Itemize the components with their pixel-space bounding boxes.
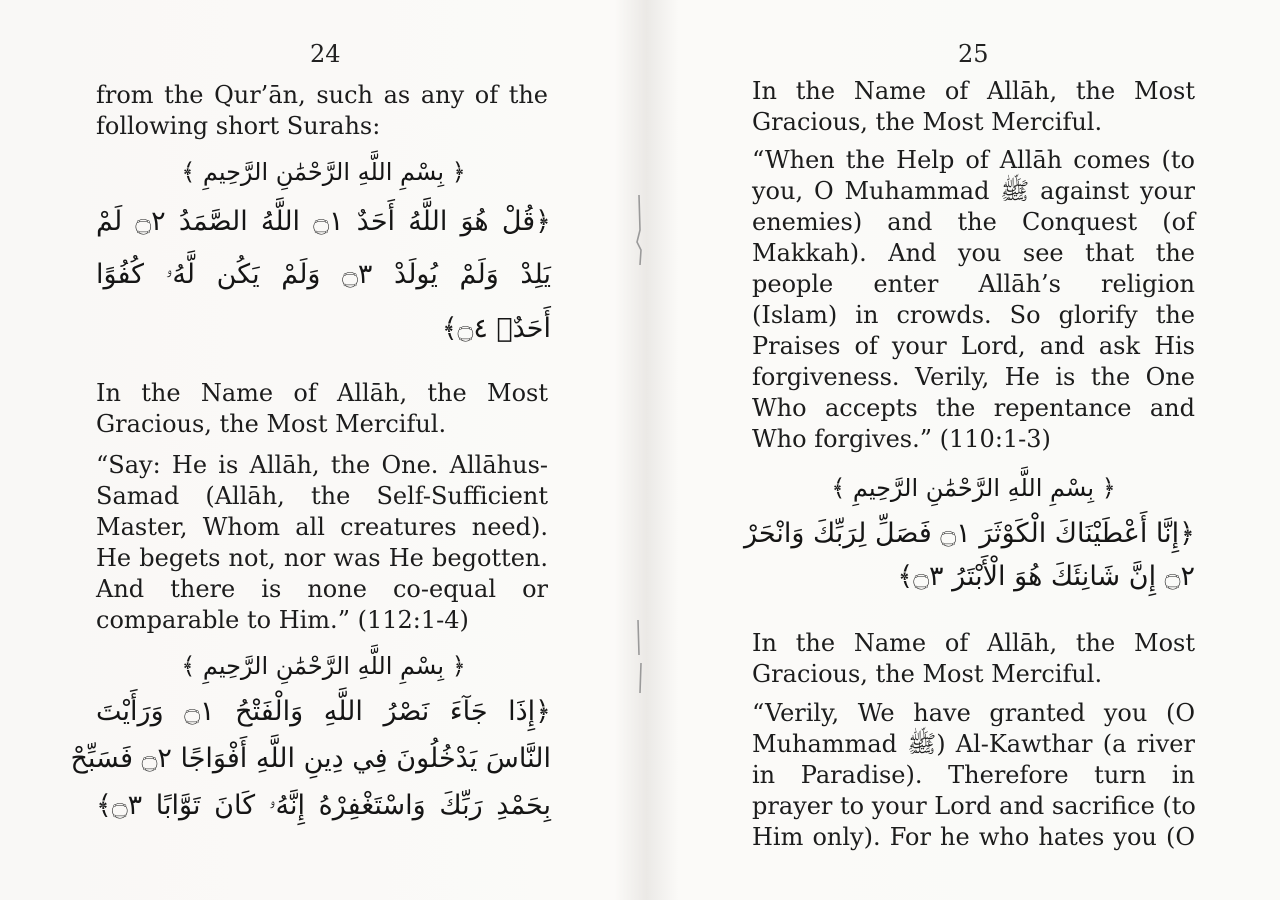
- intro-line-text: following short Surahs:: [96, 112, 381, 140]
- surah-nasr-arabic: [70, 652, 551, 822]
- kawthar-translation: [752, 698, 1195, 853]
- heading-line: In the Name of Allāh, the Most: [752, 629, 1195, 657]
- arabic-verse-line: ۝٢ إِنَّ شَانِئَكَ هُوَ الْأَبْتَرُ ۝٣﴾: [897, 561, 1195, 592]
- nasr-heading: [752, 76, 1195, 138]
- arabic-verse-line: ﴿إِنَّا أَعْطَيْنَاكَ الْكَوْثَرَ ۝١ فَصَلِّ لِرَبِّكَ وَانْحَرْ: [744, 518, 1195, 549]
- translation-line: Who accepts the repentance and: [752, 394, 1195, 422]
- right-page: [640, 0, 1280, 900]
- basmala: ﴿ بِسْمِ اللَّهِ الرَّحْمَٰنِ الرَّحِيمِ ﴾: [831, 474, 1116, 502]
- translation-line: you, O Muhammad ﷺ against your: [752, 177, 1195, 205]
- translation-line: Muhammad ﷺ) Al-Kawthar (a river: [752, 730, 1195, 758]
- page-number: 25: [958, 40, 989, 68]
- heading-line: Gracious, the Most Merciful.: [752, 108, 1103, 136]
- kawthar-heading: [752, 628, 1195, 690]
- translation-line: prayer to your Lord and sacrifice (to: [752, 792, 1196, 820]
- translation-line: “Verily, We have granted you (O: [752, 699, 1195, 727]
- intro-line: [96, 111, 548, 142]
- translation-line: He begets not, nor was He begotten.: [96, 544, 548, 572]
- translation-line: Master, Whom all creatures need).: [96, 513, 548, 541]
- translation-line: (Islam) in crowds. So glorify the: [752, 301, 1195, 329]
- translation-line: And there is none co-equal or: [96, 575, 548, 603]
- ikhlas-translation: [96, 450, 548, 636]
- arabic-verse-line: بِحَمْدِ رَبِّكَ وَاسْتَغْفِرْهُ إِنَّهُۥ كَانَ تَوَّابًا ۝٣﴾: [96, 790, 551, 821]
- surah-ikhlas-arabic: [96, 158, 551, 344]
- translation-line: “Say: He is Allāh, the One. Allāhus-: [96, 451, 548, 479]
- ikhlas-heading: [96, 378, 548, 440]
- translation-line: Samad (Allāh, the Self-Sufficient: [96, 482, 548, 510]
- page-number: 24: [310, 40, 341, 68]
- translation-line: in Paradise). Therefore turn in: [752, 761, 1195, 789]
- translation-line: forgiveness. Verily, He is the One: [752, 363, 1195, 391]
- translation-line: Praises of your Lord, and ask His: [752, 332, 1195, 360]
- basmala: ﴿ بِسْمِ اللَّهِ الرَّحْمَٰنِ الرَّحِيمِ ﴾: [181, 652, 466, 680]
- translation-line: enemies) and the Conquest (of: [752, 208, 1195, 236]
- translation-line: Makkah). And you see that the: [752, 239, 1195, 267]
- basmala: ﴿ بِسْمِ اللَّهِ الرَّحْمَٰنِ الرَّحِيمِ ﴾: [181, 158, 466, 186]
- heading-line: Gracious, the Most Merciful.: [96, 410, 447, 438]
- arabic-verse-line: ﴿إِذَا جَآءَ نَصْرُ اللَّهِ وَالْفَتْحُ ۝١ وَرَأَيْتَ: [96, 696, 551, 727]
- arabic-verse-line: يَلِدْ وَلَمْ يُولَدْ ۝٣ وَلَمْ يَكُن لَّهُۥ كُفُوًا: [96, 259, 551, 290]
- translation-line: Who forgives.” (110:1-3): [752, 425, 1051, 453]
- arabic-verse-line: أَحَدٌۢ ۝٤﴾: [441, 313, 551, 344]
- translation-line: Him only). For he who hates you (O: [752, 823, 1195, 851]
- intro-line: from the Qur’ān, such as any of the: [96, 81, 548, 109]
- arabic-verse-line: ﴿قُلْ هُوَ اللَّهُ أَحَدٌ ۝١ اللَّهُ الصَّمَدُ ۝٢ لَمْ: [96, 206, 551, 237]
- translation-line: “When the Help of Allāh comes (to: [752, 146, 1195, 174]
- translation-line: comparable to Him.” (112:1-4): [96, 606, 469, 634]
- translation-line: people enter Allāh’s religion: [752, 270, 1195, 298]
- surah-kawthar-arabic: [744, 474, 1195, 592]
- arabic-verse-line: النَّاسَ يَدْخُلُونَ فِي دِينِ اللَّهِ أَفْوَاجًا ۝٢ فَسَبِّحْ: [70, 743, 551, 774]
- nasr-translation: [752, 145, 1195, 455]
- heading-line: In the Name of Allāh, the Most: [96, 379, 548, 407]
- intro-paragraph: [96, 80, 548, 142]
- heading-line: Gracious, the Most Merciful.: [752, 660, 1103, 688]
- heading-line: In the Name of Allāh, the Most: [752, 77, 1195, 105]
